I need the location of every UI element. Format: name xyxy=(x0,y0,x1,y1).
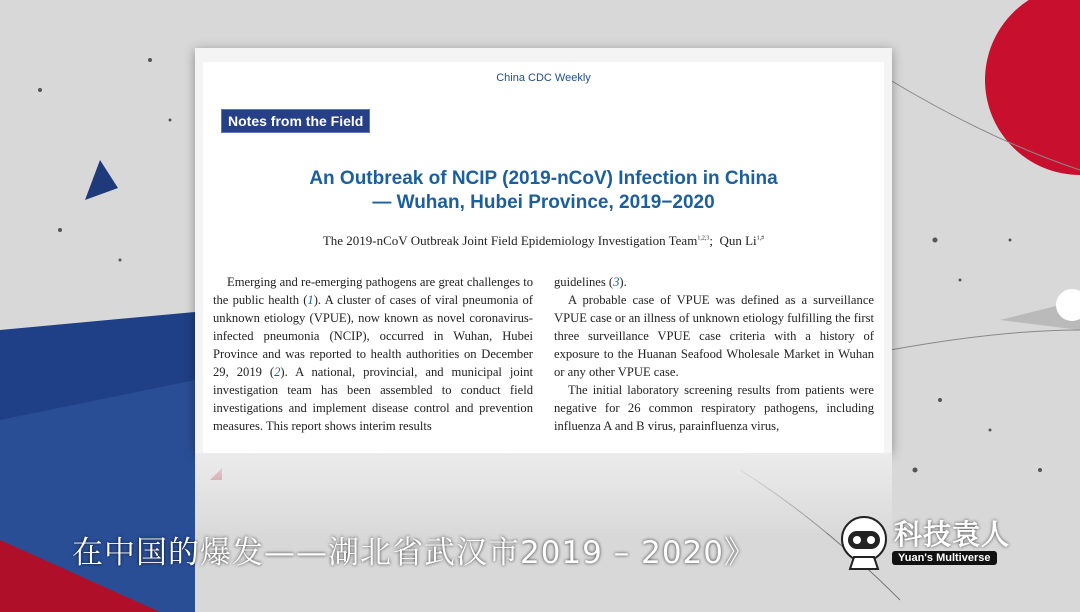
article-title xyxy=(203,167,884,215)
text-span: ). xyxy=(619,275,627,289)
text-span: Emerging and re-emerging pathogens are great challenges to the public health ( xyxy=(213,275,533,307)
article-title-line-2: — Wuhan, Hubei Province, 2019−2020 xyxy=(372,192,715,213)
text-span: guidelines ( xyxy=(554,275,614,289)
author-team: The 2019-nCoV Outbreak Joint Field Epidemiology Investigation Team xyxy=(322,233,698,248)
author-line xyxy=(203,233,884,249)
logo-text-en: Yuan's Multiverse xyxy=(892,551,997,565)
reference-link-1[interactable]: 1 xyxy=(307,293,314,307)
section-tag: Notes from the Field xyxy=(221,109,370,133)
author-name: Qun Li xyxy=(719,233,757,248)
bottom-fade-band xyxy=(195,453,892,533)
text-span: ). A cluster of cases of viral pneumonia of unknown etiology (VPUE), now known as novel coronavirus-infected pneumonia (NCIP), occurred in Wuhan, Hubei Province and was reported to health authorities on December 29, 2019 ( xyxy=(213,293,533,379)
right-column xyxy=(554,273,874,435)
article-page-inner xyxy=(203,62,884,453)
robot-head-icon xyxy=(838,513,890,571)
right-paragraph-2: The initial laboratory screening results from patients were negative for 26 common respiratory pathogens, including influenza A and B virus, parainfluenza virus, xyxy=(554,383,874,433)
left-column xyxy=(213,273,533,435)
reference-link-3[interactable]: 3 xyxy=(613,275,620,289)
article-title-line-1: An Outbreak of NCIP (2019-nCoV) Infection in China xyxy=(309,168,778,189)
right-paragraph-1: A probable case of VPUE was defined as a surveillance VPUE case or an illness of unknown etiology fulfilling the first three surveillance VPUE case criteria with a history of exposure to the Huanan Seafood Wholesale Market in Wuhan or any other VPUE case. xyxy=(554,293,874,379)
logo-text-cn: 科技袁人 xyxy=(894,518,1011,551)
text-span: ). A national, provincial, and municipal joint investigation team has been assembled to conduct field investigations and implement disease control and prevention measures. This report shows interim results xyxy=(213,365,534,433)
right-paragraph-0 xyxy=(554,273,874,291)
reference-link-2[interactable]: 2 xyxy=(274,365,281,379)
article-page xyxy=(195,48,892,453)
author-separator: ; xyxy=(709,233,720,248)
channel-logo xyxy=(838,513,1028,573)
left-paragraph-1 xyxy=(213,273,533,435)
author-affiliations: 1,# xyxy=(756,235,765,242)
journal-name: China CDC Weekly xyxy=(496,72,591,84)
video-subtitle: 在中国的爆发——湖北省武汉市2019 – 2020》 xyxy=(72,535,756,571)
author-team-affiliations: 1,2,3 xyxy=(697,235,710,242)
